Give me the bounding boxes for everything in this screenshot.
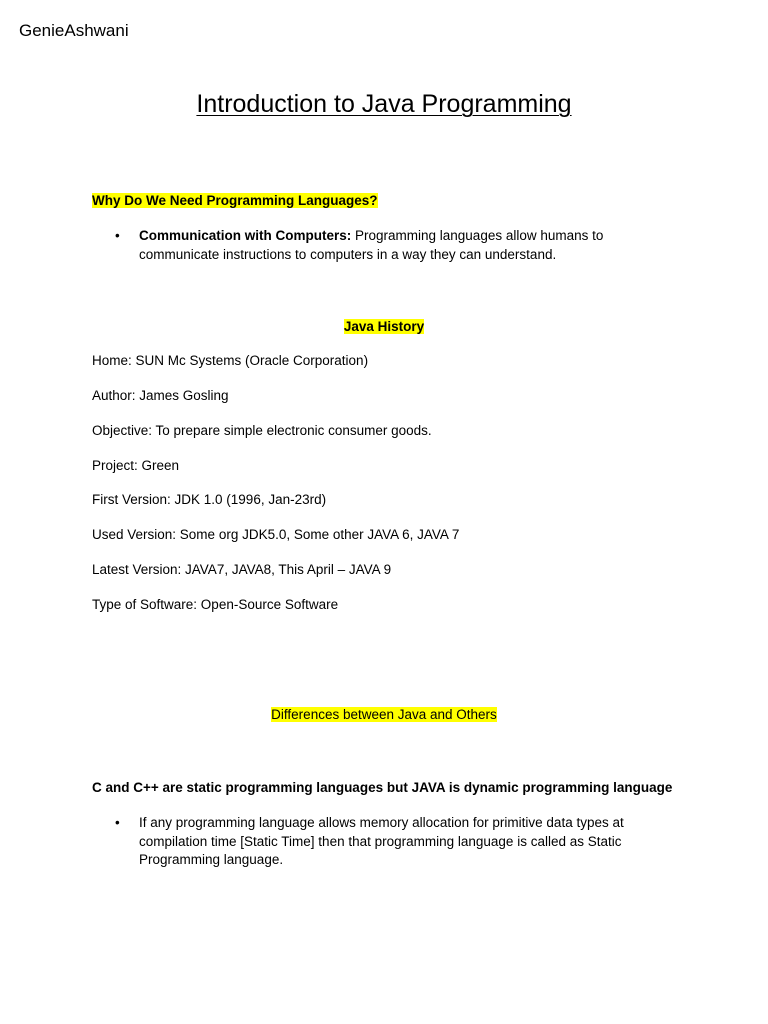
document-title: Introduction to Java Programming <box>196 90 572 118</box>
bullet-icon: • <box>115 228 120 243</box>
section-heading-history-text: Java History <box>343 319 425 334</box>
history-line-project: Project: Green <box>92 458 180 473</box>
document-author: GenieAshwani <box>19 21 129 40</box>
history-line-author: Author: James Gosling <box>92 388 229 403</box>
section-heading-differences <box>0 706 768 723</box>
section-heading-why <box>92 192 378 209</box>
bullet-text <box>139 227 669 264</box>
section-heading-why-text: Why Do We Need Programming Languages? <box>92 193 378 208</box>
differences-subheading: C and C++ are static programming languages but JAVA is dynamic programming language <box>92 780 673 795</box>
history-line-home: Home: SUN Mc Systems (Oracle Corporation) <box>92 353 369 368</box>
bullet-icon: • <box>115 815 120 830</box>
history-line-first-version: First Version: JDK 1.0 (1996, Jan-23rd) <box>92 492 327 507</box>
bullet-text: If any programming language allows memory allocation for primitive data types at compilation time [Static Time] then that programming language is called as Static Programming language. <box>139 815 624 867</box>
history-line-software-type: Type of Software: Open-Source Software <box>92 597 339 612</box>
history-line-used-version: Used Version: Some org JDK5.0, Some other JAVA 6, JAVA 7 <box>92 527 460 542</box>
history-line-latest-version: Latest Version: JAVA7, JAVA8, This April – JAVA 9 <box>92 562 392 577</box>
bullet-body: Programming languages allow humans to communicate instructions to computers in a way they can understand. <box>139 228 604 262</box>
history-line-objective: Objective: To prepare simple electronic consumer goods. <box>92 423 432 438</box>
bullet-label: Communication with Computers: <box>139 228 352 243</box>
section-heading-differences-text: Differences between Java and Others <box>271 707 497 722</box>
section-heading-history <box>0 318 768 335</box>
